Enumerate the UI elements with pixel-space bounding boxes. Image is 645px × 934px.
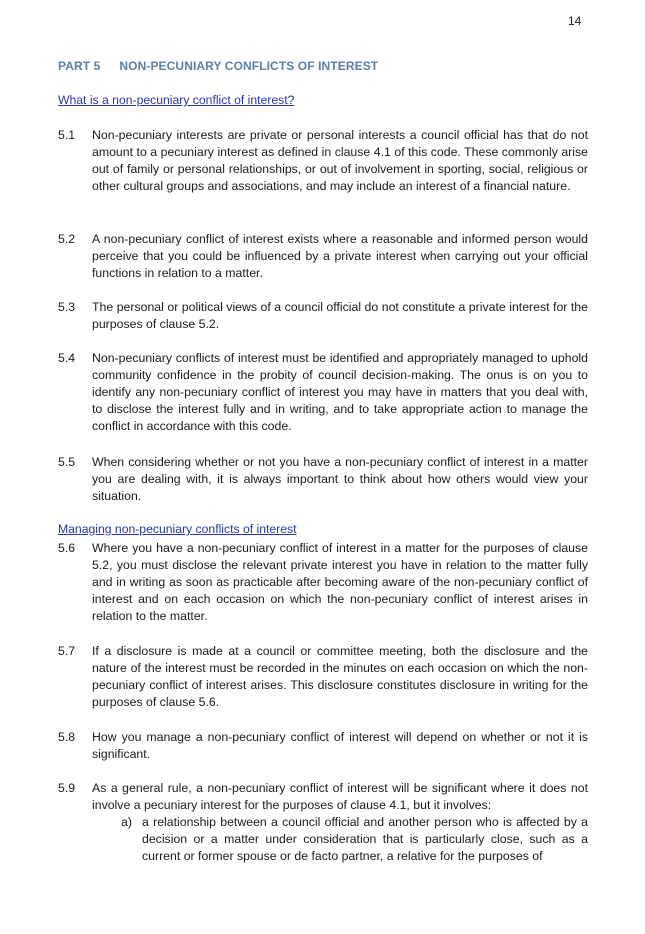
- clause-number: 5.4: [58, 351, 76, 365]
- section-heading-what-is: What is a non-pecuniary conflict of interest?: [58, 93, 295, 107]
- page-number: 14: [568, 14, 582, 28]
- clause-number: 5.6: [58, 541, 76, 555]
- subclause-a: [121, 814, 588, 865]
- part-title: NON-PECUNIARY CONFLICTS OF INTEREST: [119, 59, 379, 73]
- clause-text: Non-pecuniary conflicts of interest must be identified and appropriately managed to uphold community confidence in the probity of council decision-making. The onus is on you to identify any non-pecuniary conflict of interest you may have in matters that you deal with, to disclose the interest fully and in writing, and to take appropriate action to manage the conflict in accordance with this code.: [92, 351, 588, 433]
- clause-text: Where you have a non-pecuniary conflict of interest in a matter for the purposes of clause 5.2, you must disclose the relevant private interest you have in relation to the matter fully and in writing as soon as practicable after becoming aware of the non-pecuniary conflict of interest and on each occasion on which the non-pecuniary conflict of interest arises in relation to the matter.: [92, 541, 588, 623]
- clause-5-4: [58, 350, 588, 435]
- clause-5-3: [58, 299, 588, 333]
- clause-text: As a general rule, a non-pecuniary conflict of interest will be significant where it does not involve a pecuniary interest for the purposes of clause 4.1, but it involves:: [92, 781, 588, 812]
- clause-5-2: [58, 231, 588, 282]
- clause-number: 5.9: [58, 781, 76, 795]
- clause-text: Non-pecuniary interests are private or personal interests a council official has that do not amount to a pecuniary interest as defined in clause 4.1 of this code. These commonly arise out of family or personal relationships, or out of involvement in sporting, social, religious or other cultural groups and associations, and may include an interest of a financial nature.: [92, 128, 588, 193]
- clause-5-9: [58, 780, 588, 814]
- clause-number: 5.5: [58, 455, 76, 469]
- clause-5-7: [58, 643, 588, 711]
- clause-text: The personal or political views of a council official do not constitute a private interest for the purposes of clause 5.2.: [92, 300, 588, 331]
- subclause-text: a relationship between a council official and another person who is affected by a decision or a matter under consideration that is particularly close, such as a current or former spouse or de facto partner, a relative for the purposes of: [142, 815, 588, 863]
- clause-5-5: [58, 454, 588, 505]
- clause-5-6: [58, 540, 588, 625]
- clause-text: If a disclosure is made at a council or committee meeting, both the disclosure and the nature of the interest must be recorded in the minutes on each occasion on which the non-pecuniary conflict of interest arises. This disclosure constitutes disclosure in writing for the purposes of clause 5.6.: [92, 644, 588, 709]
- subclause-number: a): [121, 815, 132, 829]
- clause-number: 5.1: [58, 128, 76, 142]
- clause-number: 5.7: [58, 644, 76, 658]
- clause-text: A non-pecuniary conflict of interest exists where a reasonable and informed person would perceive that you could be influenced by a private interest when carrying out your official functions in relation to a matter.: [92, 232, 588, 280]
- clause-text: When considering whether or not you have a non-pecuniary conflict of interest in a matter you are dealing with, it is always important to think about how others would view your situation.: [92, 455, 588, 503]
- clause-5-1: [58, 127, 588, 195]
- clause-text: How you manage a non-pecuniary conflict of interest will depend on whether or not it is significant.: [92, 730, 588, 761]
- clause-5-8: [58, 729, 588, 763]
- clause-number: 5.8: [58, 730, 76, 744]
- section-heading-managing: Managing non-pecuniary conflicts of interest: [58, 522, 297, 536]
- clause-number: 5.3: [58, 300, 76, 314]
- clause-number: 5.2: [58, 232, 76, 246]
- part-heading: [58, 59, 378, 73]
- part-number: PART 5: [58, 59, 101, 73]
